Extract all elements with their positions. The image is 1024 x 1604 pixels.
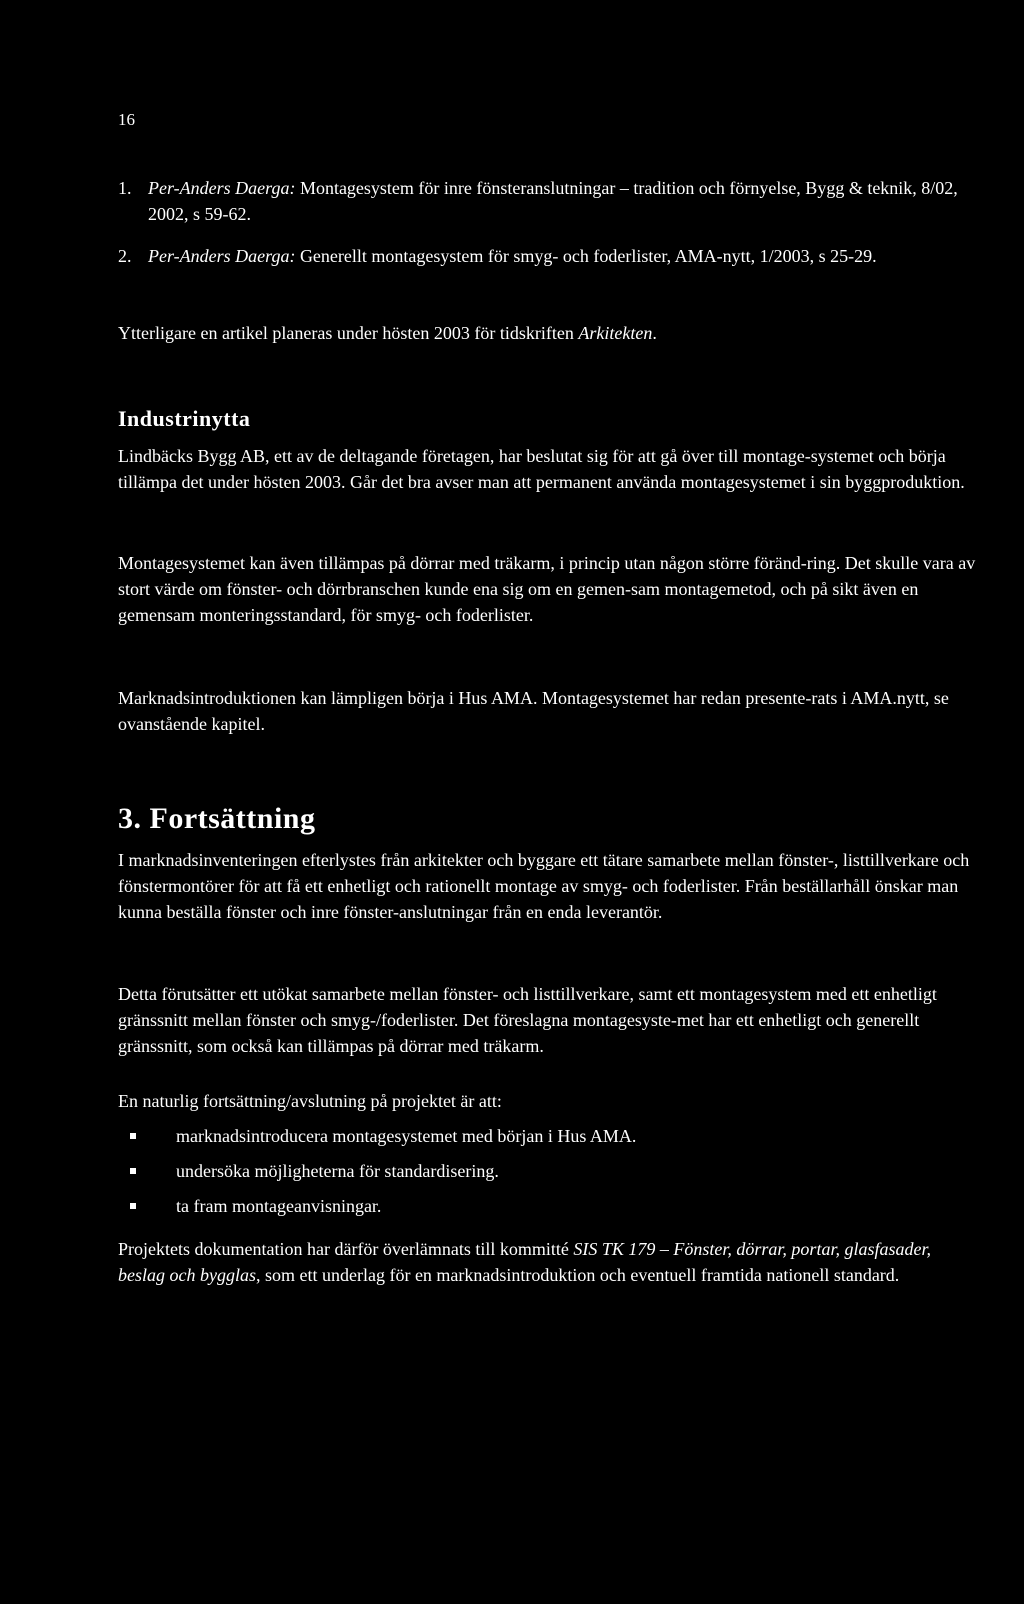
final-text-end: , som ett underlag för en marknadsintroduktion och eventuell framtida nationell standard.: [255, 1265, 900, 1285]
industrinytta-heading: Industrinytta: [118, 406, 251, 431]
committee-name: SIS TK 179 – Fönster, dörrar, portar, glasfasader, beslag och bygglas: [118, 1239, 931, 1285]
reference-text: Generellt montagesystem för smyg- och foderlister, AMA-nytt, 1/2003, s 25-29.: [299, 246, 877, 266]
bullet-icon: [130, 1168, 136, 1174]
list-item: [118, 1193, 980, 1219]
fortsattning-paragraph-1: I marknadsinventeringen efterlystes från arkitekter och byggare ett tätare samarbete mellan fönster-, listtillverkare och fönstermontörer för att få ett enhetligt och rationellt montage av smyg- och foderlister. Från beställarhåll önskar man kunna beställa fönster och inre fönster-anslutningar från en enda leverantör.: [118, 850, 970, 922]
bullet-icon: [130, 1133, 136, 1139]
further-article-note: [118, 320, 980, 346]
list-item: [118, 1158, 980, 1184]
final-text-start: Projektets dokumentation har därför överlämnats till kommitté: [118, 1239, 569, 1259]
industrinytta-paragraph-3: Marknadsintroduktionen kan lämpligen börja i Hus AMA. Montagesystemet har redan presente-rats i AMA.nytt, se ovanstående kapitel.: [118, 688, 949, 734]
reference-number: 1.: [118, 178, 132, 198]
list-item: [118, 1123, 980, 1149]
final-paragraph: [118, 1236, 980, 1288]
reference-text: Montagesystem för inre fönsteranslutningar – tradition och förnyelse, Bygg & teknik, 8/02, 2002, s 59-62.: [148, 178, 958, 224]
industrinytta-paragraph-2: Montagesystemet kan även tillämpas på dörrar med träkarm, i princip utan någon större föränd-ring. Det skulle vara av stort värde om fönster- och dörrbranschen kunde ena sig om en gemen-sam montagemetod, och på sikt även en gemensam monteringsstandard, för smyg- och foderlister.: [118, 553, 976, 625]
bullet-icon: [130, 1203, 136, 1209]
reference-list: [118, 175, 980, 285]
reference-author: Per-Anders Daerga:: [148, 178, 296, 198]
list-intro: En naturlig fortsättning/avslutning på projektet är att:: [118, 1091, 502, 1111]
list-item-text: ta fram montageanvisningar.: [176, 1196, 382, 1216]
list-item-text: undersöka möjligheterna för standardisering.: [176, 1161, 499, 1181]
reference-item: [118, 175, 980, 227]
further-article-end: .: [652, 323, 657, 343]
further-article-text: Ytterligare en artikel planeras under hösten 2003 för tidskriften: [118, 323, 574, 343]
reference-author: Per-Anders Daerga:: [148, 246, 296, 266]
industrinytta-paragraph-1: Lindbäcks Bygg AB, ett av de deltagande företagen, har beslutat sig för att gå över till montage-systemet och börja tillämpa det under hösten 2003. Går det bra avser man att permanent använda montagesystemet i sin byggproduktion.: [118, 446, 965, 492]
list-item-text: marknadsintroducera montagesystemet med början i Hus AMA.: [176, 1126, 637, 1146]
next-steps-section: [118, 1088, 980, 1219]
reference-item: [118, 243, 980, 269]
page-number: 16: [118, 110, 135, 129]
reference-number: 2.: [118, 246, 132, 266]
fortsattning-paragraph-2: Detta förutsätter ett utökat samarbete mellan fönster- och listtillverkare, samt ett montagesystem med ett enhetligt gränssnitt mellan fönster och smyg-/foderlister. Det föreslagna montagesyste-met har ett enhetligt och generellt gränssnitt, som också kan tillämpas på dörrar med träkarm.: [118, 984, 937, 1056]
fortsattning-heading: 3. Fortsättning: [118, 802, 316, 835]
next-steps-list: [118, 1123, 980, 1219]
journal-name: Arkitekten: [578, 323, 653, 343]
